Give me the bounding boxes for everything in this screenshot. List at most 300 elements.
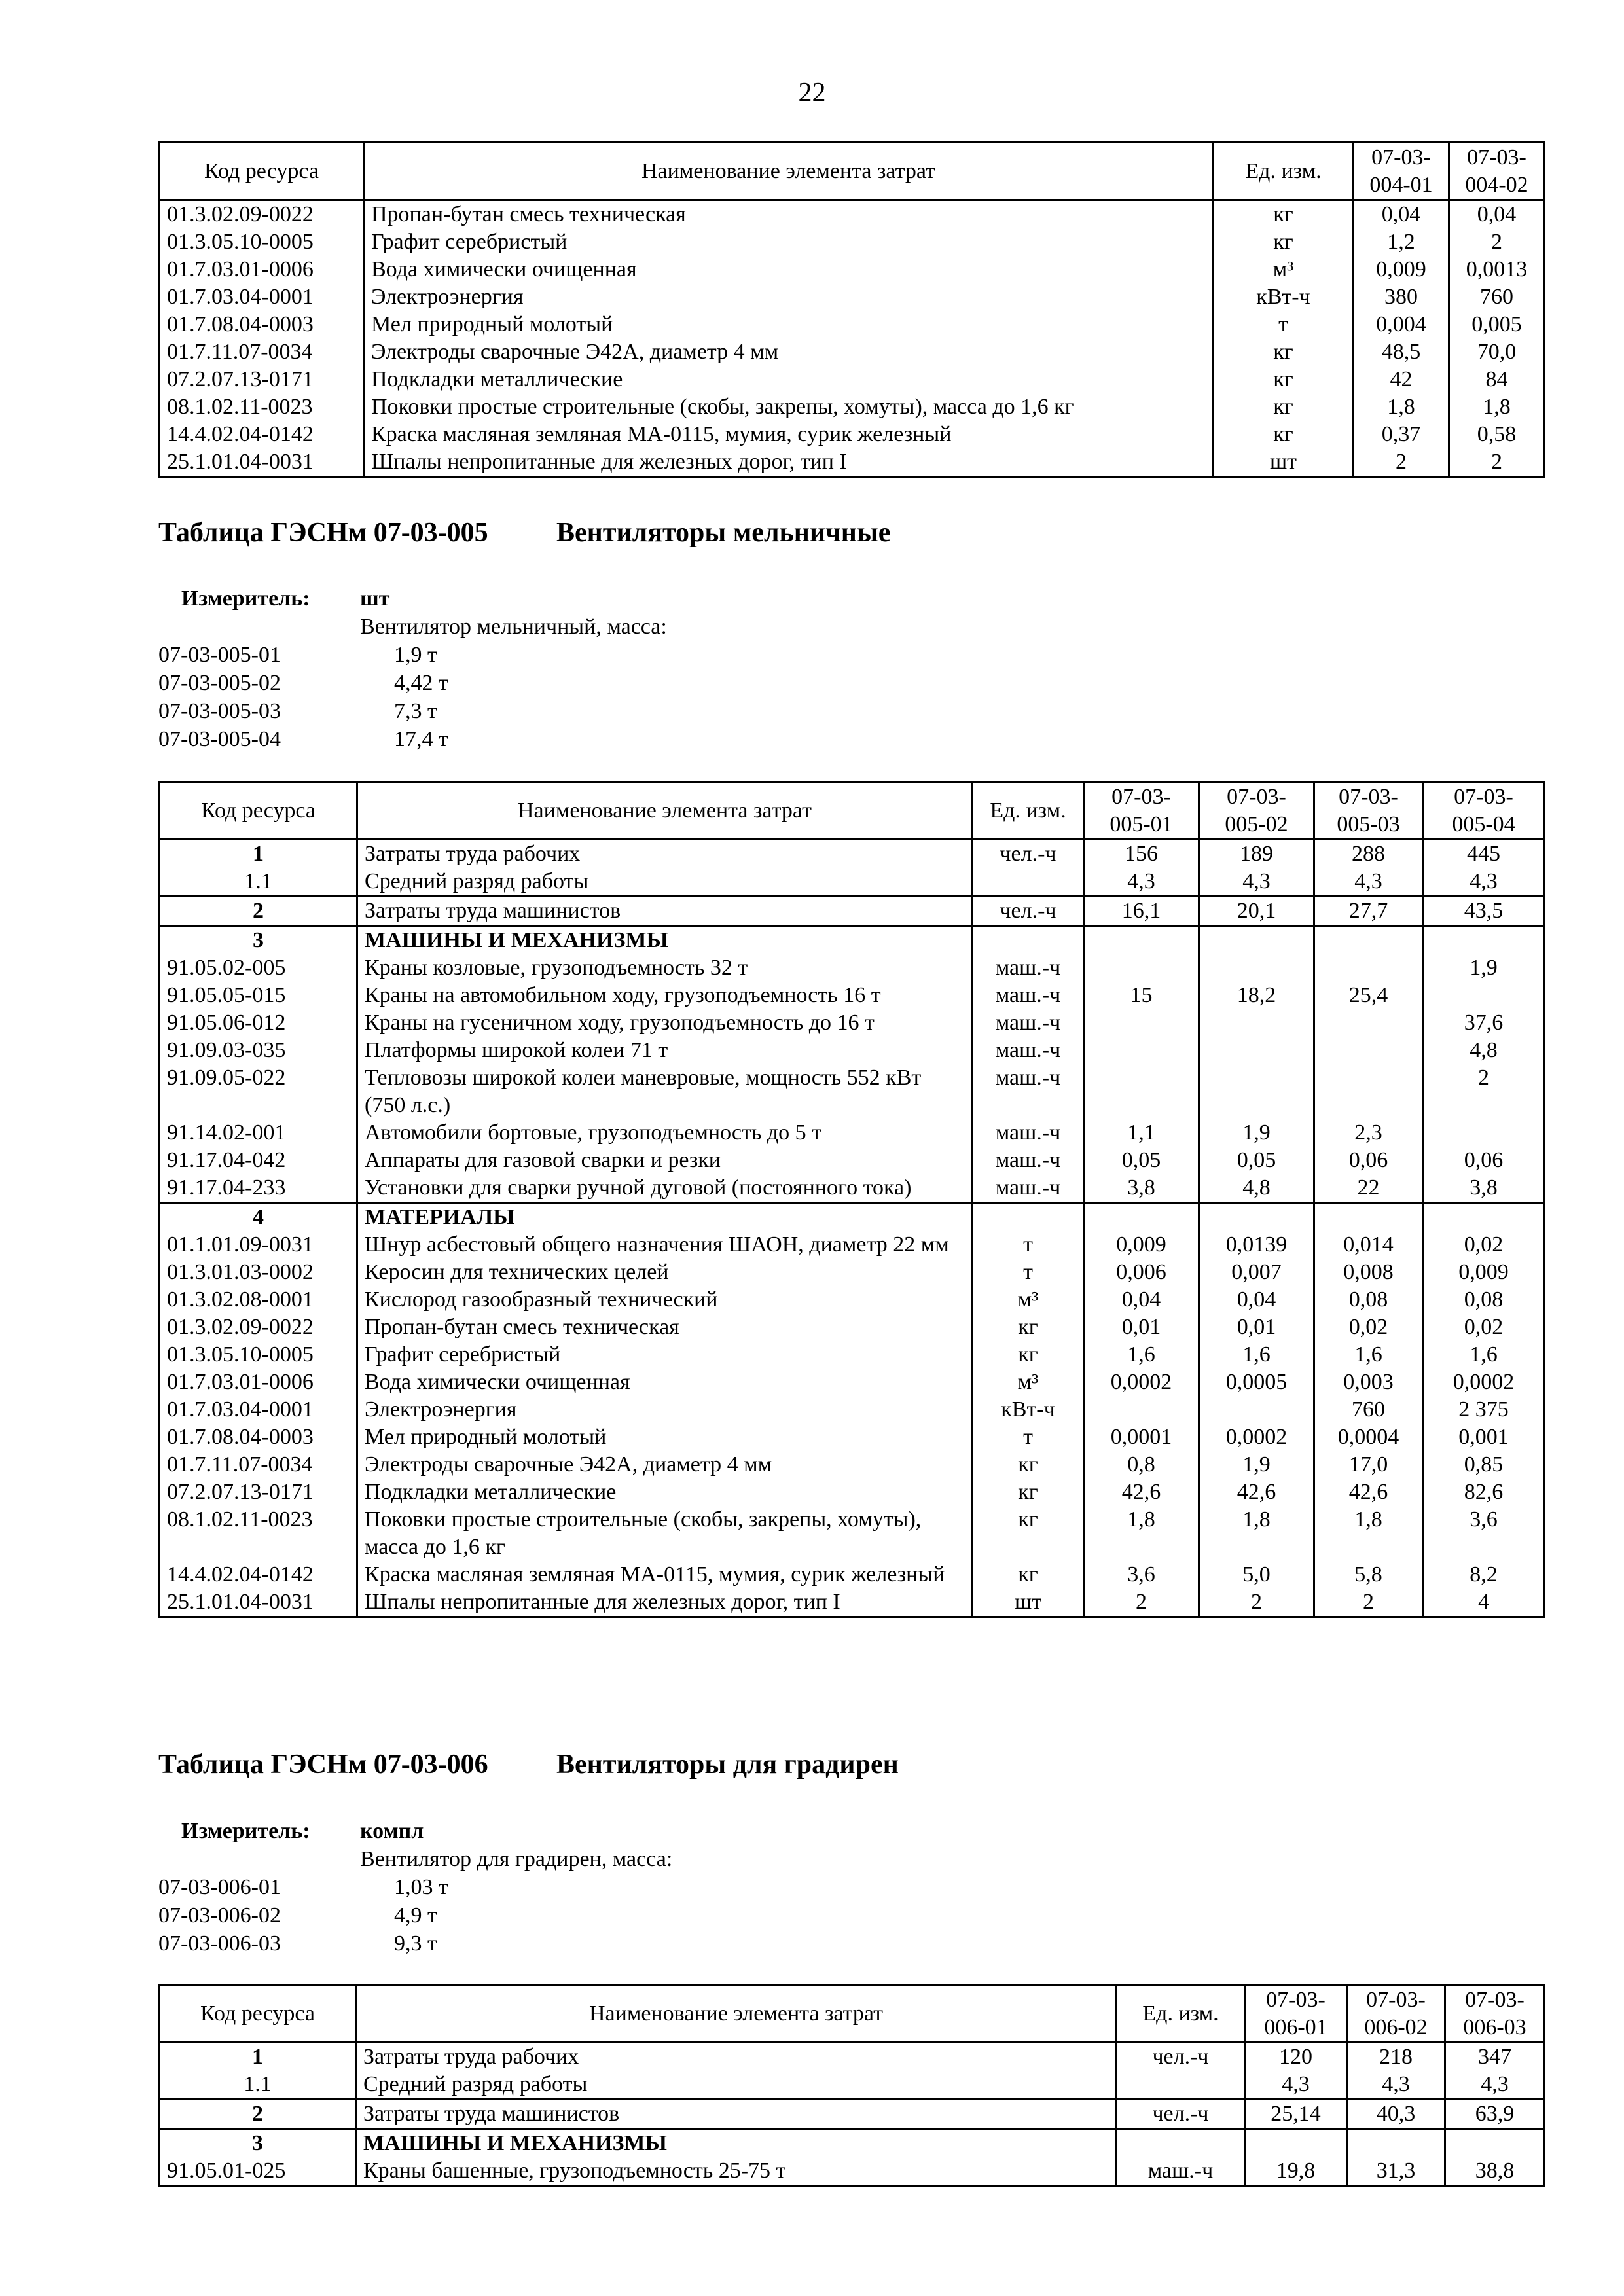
table-row — [160, 1259, 1545, 1286]
resource-code-cell: 01.7.11.07-0034 — [160, 338, 364, 366]
resource-code-cell: 01.3.05.10-0005 — [160, 228, 364, 256]
value-cell: 22 — [1314, 1174, 1423, 1203]
cost-element-name-cell: Платформы широкой колеи 71 т — [357, 1037, 973, 1064]
header-cost-element-name: Наименование элемента затрат — [357, 782, 973, 840]
resource-table-07-03-005 — [158, 781, 1545, 1618]
value-cell: 0,02 — [1423, 1314, 1545, 1341]
value-cell: 2,3 — [1314, 1119, 1423, 1147]
value-cell: 2 — [1199, 1588, 1314, 1617]
unit-cell: кг — [1214, 393, 1354, 421]
item-code: 07-03-005-01 — [158, 643, 281, 667]
value-cell: 5,0 — [1199, 1561, 1314, 1588]
value-cell: 0,02 — [1314, 1314, 1423, 1341]
value-cell: 0,02 — [1423, 1231, 1545, 1259]
table-row — [160, 1561, 1545, 1588]
value-cell: 84 — [1449, 366, 1545, 393]
value-cell: 4,3 — [1199, 868, 1314, 897]
value-cell: 0,001 — [1423, 1424, 1545, 1451]
header-cost-element-name: Наименование элемента затрат — [356, 1985, 1117, 2043]
value-cell: 0,008 — [1314, 1259, 1423, 1286]
table-row — [160, 1424, 1545, 1451]
cost-element-name-cell: МАШИНЫ И МЕХАНИЗМЫ — [357, 926, 973, 955]
value-cell: 0,01 — [1199, 1314, 1314, 1341]
unit-cell: кВт-ч — [973, 1396, 1084, 1424]
cost-element-name-cell: Затраты труда рабочих — [356, 2043, 1117, 2072]
unit-cell: маш.-ч — [973, 1064, 1084, 1119]
unit-cell: т — [973, 1259, 1084, 1286]
table-row — [160, 2100, 1545, 2129]
cost-element-name-cell: Затраты труда рабочих — [357, 840, 973, 869]
cost-element-name-cell: Затраты труда машинистов — [356, 2100, 1117, 2129]
resource-code-cell: 07.2.07.13-0171 — [160, 366, 364, 393]
value-cell: 1,9 — [1199, 1119, 1314, 1147]
unit-cell — [973, 1203, 1084, 1232]
value-cell: 0,006 — [1084, 1259, 1199, 1286]
table-row — [160, 311, 1545, 338]
table-body — [160, 2043, 1545, 2186]
resource-code-cell: 1 — [160, 840, 357, 869]
cost-element-name-cell: Краны на автомобильном ходу, грузоподъемность 16 т — [357, 982, 973, 1009]
value-cell: 25,14 — [1245, 2100, 1347, 2129]
value-cell — [1445, 2129, 1545, 2158]
cost-element-name-cell: Краны козловые, грузоподъемность 32 т — [357, 954, 973, 982]
resource-code-cell: 91.05.05-015 — [160, 982, 357, 1009]
resource-code-cell: 01.3.02.08-0001 — [160, 1286, 357, 1314]
table-row — [160, 1369, 1545, 1396]
table-row — [160, 2129, 1545, 2158]
cost-element-name-cell: Краска масляная земляная МА-0115, мумия, сурик железный — [357, 1561, 973, 1588]
value-cell — [1084, 1037, 1199, 1064]
value-cell: 760 — [1449, 283, 1545, 311]
resource-code-cell: 01.7.03.04-0001 — [160, 1396, 357, 1424]
value-cell: 4,3 — [1347, 2071, 1445, 2100]
table-row — [160, 1231, 1545, 1259]
cost-element-name-cell: Керосин для технических целей — [357, 1259, 973, 1286]
value-cell: 25,4 — [1314, 982, 1423, 1009]
value-cell: 0,01 — [1084, 1314, 1199, 1341]
unit-cell: маш.-ч — [973, 982, 1084, 1009]
value-cell — [1084, 926, 1199, 955]
value-cell: 0,0013 — [1449, 256, 1545, 283]
resource-code-cell: 01.3.01.03-0002 — [160, 1259, 357, 1286]
item-value: 9,3 т — [394, 1931, 437, 1956]
unit-cell: т — [973, 1231, 1084, 1259]
header-unit: Ед. изм. — [973, 782, 1084, 840]
unit-cell: маш.-ч — [1117, 2157, 1245, 2186]
value-cell — [1199, 1037, 1314, 1064]
value-cell: 4 — [1423, 1588, 1545, 1617]
value-cell — [1199, 1009, 1314, 1037]
unit-cell: маш.-ч — [973, 1009, 1084, 1037]
unit-cell: кг — [973, 1314, 1084, 1341]
value-cell: 16,1 — [1084, 897, 1199, 926]
unit-cell: чел.-ч — [1117, 2100, 1245, 2129]
cost-element-name-cell: Краны башенные, грузоподъемность 25-75 т — [356, 2157, 1117, 2186]
value-cell: 40,3 — [1347, 2100, 1445, 2129]
value-cell: 1,6 — [1423, 1341, 1545, 1369]
header-norm-07-03-004-01: 07-03- 004-01 — [1354, 143, 1449, 200]
unit-cell — [973, 868, 1084, 897]
resource-code-cell: 91.17.04-042 — [160, 1147, 357, 1174]
value-cell: 347 — [1445, 2043, 1545, 2072]
value-cell: 8,2 — [1423, 1561, 1545, 1588]
value-cell: 20,1 — [1199, 897, 1314, 926]
value-cell: 0,003 — [1314, 1369, 1423, 1396]
value-cell — [1199, 1396, 1314, 1424]
table-row — [160, 2071, 1545, 2100]
value-cell: 1,2 — [1354, 228, 1449, 256]
resource-code-cell: 25.1.01.04-0031 — [160, 448, 364, 477]
cost-element-name-cell: Пропан-бутан смесь техническая — [357, 1314, 973, 1341]
resource-code-cell: 1 — [160, 2043, 356, 2072]
unit-cell: кг — [973, 1479, 1084, 1506]
value-cell: 1,8 — [1354, 393, 1449, 421]
value-cell: 0,06 — [1423, 1147, 1545, 1174]
value-cell — [1199, 926, 1314, 955]
value-cell — [1314, 1037, 1423, 1064]
section-title-07-03-005 — [158, 517, 891, 548]
table-row — [160, 283, 1545, 311]
value-cell: 0,04 — [1354, 200, 1449, 229]
value-cell: 1,6 — [1084, 1341, 1199, 1369]
unit-cell: кВт-ч — [1214, 283, 1354, 311]
resource-table-07-03-004 — [158, 141, 1545, 478]
value-cell: 31,3 — [1347, 2157, 1445, 2186]
cost-element-name-cell: Мел природный молотый — [357, 1424, 973, 1451]
value-cell: 0,0139 — [1199, 1231, 1314, 1259]
unit-cell: кг — [1214, 366, 1354, 393]
value-cell: 1,8 — [1199, 1506, 1314, 1561]
value-cell: 3,8 — [1423, 1174, 1545, 1203]
table-name: Вентиляторы для градирен — [556, 1749, 899, 1780]
item-value: 7,3 т — [394, 699, 437, 723]
value-cell: 5,8 — [1314, 1561, 1423, 1588]
table-row — [160, 1009, 1545, 1037]
value-cell: 43,5 — [1423, 897, 1545, 926]
table-body — [160, 200, 1545, 477]
item-value: 1,9 т — [394, 643, 437, 667]
value-cell: 0,009 — [1084, 1231, 1199, 1259]
header-resource-code: Код ресурса — [160, 143, 364, 200]
resource-code-cell: 91.09.05-022 — [160, 1064, 357, 1119]
table-row — [160, 1479, 1545, 1506]
cost-element-name-cell: МАШИНЫ И МЕХАНИЗМЫ — [356, 2129, 1117, 2158]
item-code: 07-03-006-02 — [158, 1903, 281, 1928]
value-cell: 0,58 — [1449, 421, 1545, 448]
cost-element-name-cell: Графит серебристый — [357, 1341, 973, 1369]
table-row — [160, 2157, 1545, 2186]
value-cell: 760 — [1314, 1396, 1423, 1424]
value-cell: 4,8 — [1199, 1174, 1314, 1203]
value-cell: 1,1 — [1084, 1119, 1199, 1147]
table-row — [160, 256, 1545, 283]
unit-cell: кг — [1214, 421, 1354, 448]
item-value: 4,9 т — [394, 1903, 437, 1928]
table-row — [160, 1064, 1545, 1119]
resource-code-cell: 14.4.02.04-0142 — [160, 1561, 357, 1588]
value-cell: 38,8 — [1445, 2157, 1545, 2186]
resource-code-cell: 07.2.07.13-0171 — [160, 1479, 357, 1506]
resource-code-cell: 91.05.06-012 — [160, 1009, 357, 1037]
cost-element-name-cell: Шпалы непропитанные для железных дорог, тип I — [357, 1588, 973, 1617]
table-name: Вентиляторы мельничные — [556, 518, 891, 548]
value-cell — [1423, 1119, 1545, 1147]
table-row — [160, 1396, 1545, 1424]
table-row — [160, 2043, 1545, 2072]
cost-element-name-cell: Затраты труда машинистов — [357, 897, 973, 926]
page-number: 22 — [798, 78, 826, 108]
cost-element-name-cell: Поковки простые строительные (скобы, закрепы, хомуты), масса до 1,6 кг — [364, 393, 1214, 421]
value-cell: 3,6 — [1084, 1561, 1199, 1588]
value-cell: 189 — [1199, 840, 1314, 869]
cost-element-name-cell: Вода химически очищенная — [364, 256, 1214, 283]
value-cell: 4,3 — [1314, 868, 1423, 897]
value-cell: 1,6 — [1314, 1341, 1423, 1369]
value-cell: 380 — [1354, 283, 1449, 311]
resource-code-cell: 2 — [160, 897, 357, 926]
unit-cell: кг — [973, 1341, 1084, 1369]
value-cell: 0,85 — [1423, 1451, 1545, 1479]
table-row — [160, 448, 1545, 477]
value-cell: 1,8 — [1084, 1506, 1199, 1561]
header-unit: Ед. изм. — [1117, 1985, 1245, 2043]
value-cell: 2 — [1314, 1588, 1423, 1617]
value-cell: 63,9 — [1445, 2100, 1545, 2129]
value-cell: 15 — [1084, 982, 1199, 1009]
value-cell: 82,6 — [1423, 1479, 1545, 1506]
value-cell: 37,6 — [1423, 1009, 1545, 1037]
value-cell: 0,0004 — [1314, 1424, 1423, 1451]
value-cell: 1,8 — [1314, 1506, 1423, 1561]
value-cell: 4,8 — [1423, 1037, 1545, 1064]
measure-label: Измеритель: — [181, 586, 310, 611]
value-cell: 0,005 — [1449, 311, 1545, 338]
unit-cell: м³ — [973, 1369, 1084, 1396]
resource-code-cell: 01.7.03.04-0001 — [160, 283, 364, 311]
unit-cell: м³ — [973, 1286, 1084, 1314]
cost-element-name-cell: Электроэнергия — [364, 283, 1214, 311]
value-cell: 2 — [1423, 1064, 1545, 1119]
cost-element-name-cell: Подкладки металлические — [364, 366, 1214, 393]
value-cell: 120 — [1245, 2043, 1347, 2072]
value-cell: 18,2 — [1199, 982, 1314, 1009]
value-cell: 0,0002 — [1423, 1369, 1545, 1396]
value-cell: 2 375 — [1423, 1396, 1545, 1424]
value-cell: 42,6 — [1084, 1479, 1199, 1506]
cost-element-name-cell: МАТЕРИАЛЫ — [357, 1203, 973, 1232]
resource-code-cell: 01.7.08.04-0003 — [160, 1424, 357, 1451]
item-code: 07-03-006-01 — [158, 1875, 281, 1899]
value-cell: 42,6 — [1199, 1479, 1314, 1506]
resource-code-cell: 4 — [160, 1203, 357, 1232]
table-row — [160, 1174, 1545, 1203]
header-norm-07-03-005-02: 07-03- 005-02 — [1199, 782, 1314, 840]
resource-code-cell: 91.05.01-025 — [160, 2157, 356, 2186]
value-cell: 42 — [1354, 366, 1449, 393]
value-cell: 1,9 — [1423, 954, 1545, 982]
item-code: 07-03-006-03 — [158, 1931, 281, 1956]
value-cell: 0,08 — [1423, 1286, 1545, 1314]
value-cell: 3,8 — [1084, 1174, 1199, 1203]
item-value: 17,4 т — [394, 727, 448, 751]
value-cell — [1423, 982, 1545, 1009]
table-row — [160, 1203, 1545, 1232]
cost-element-name-cell: Электроэнергия — [357, 1396, 973, 1424]
resource-code-cell: 2 — [160, 2100, 356, 2129]
table-row — [160, 1341, 1545, 1369]
cost-element-name-cell: Краны на гусеничном ходу, грузоподъемность до 16 т — [357, 1009, 973, 1037]
value-cell — [1314, 1203, 1423, 1232]
value-cell: 218 — [1347, 2043, 1445, 2072]
value-cell — [1199, 1064, 1314, 1119]
resource-code-cell: 08.1.02.11-0023 — [160, 393, 364, 421]
cost-element-name-cell: Установки для сварки ручной дуговой (постоянного тока) — [357, 1174, 973, 1203]
value-cell: 2 — [1354, 448, 1449, 477]
unit-cell — [1117, 2129, 1245, 2158]
unit-cell: шт — [1214, 448, 1354, 477]
resource-code-cell: 01.7.03.01-0006 — [160, 256, 364, 283]
measure-description: Вентилятор мельничный, масса: — [360, 615, 667, 639]
table-row — [160, 840, 1545, 869]
resource-code-cell: 08.1.02.11-0023 — [160, 1506, 357, 1561]
resource-code-cell: 91.17.04-233 — [160, 1174, 357, 1203]
value-cell — [1199, 954, 1314, 982]
resource-code-cell: 01.3.02.09-0022 — [160, 1314, 357, 1341]
value-cell: 0,009 — [1423, 1259, 1545, 1286]
cost-element-name-cell: Средний разряд работы — [356, 2071, 1117, 2100]
resource-code-cell: 25.1.01.04-0031 — [160, 1588, 357, 1617]
value-cell: 1,9 — [1199, 1451, 1314, 1479]
table-row — [160, 366, 1545, 393]
header-resource-code: Код ресурса — [160, 1985, 356, 2043]
item-code: 07-03-005-02 — [158, 671, 281, 695]
cost-element-name-cell: Краска масляная земляная МА-0115, мумия, сурик железный — [364, 421, 1214, 448]
value-cell: 27,7 — [1314, 897, 1423, 926]
unit-cell: маш.-ч — [973, 1174, 1084, 1203]
item-code: 07-03-005-04 — [158, 727, 281, 751]
unit-cell: кг — [973, 1451, 1084, 1479]
unit-cell: кг — [1214, 338, 1354, 366]
value-cell — [1314, 1064, 1423, 1119]
cost-element-name-cell: Шнур асбестовый общего назначения ШАОН, диаметр 22 мм — [357, 1231, 973, 1259]
unit-cell: шт — [973, 1588, 1084, 1617]
table-row — [160, 421, 1545, 448]
resource-code-cell: 91.14.02-001 — [160, 1119, 357, 1147]
value-cell — [1314, 926, 1423, 955]
header-norm-07-03-005-03: 07-03- 005-03 — [1314, 782, 1423, 840]
value-cell: 2 — [1449, 448, 1545, 477]
cost-element-name-cell: Графит серебристый — [364, 228, 1214, 256]
table-row — [160, 1506, 1545, 1561]
unit-cell — [973, 926, 1084, 955]
table-row — [160, 954, 1545, 982]
header-norm-07-03-006-02: 07-03- 006-02 — [1347, 1985, 1445, 2043]
value-cell — [1199, 1203, 1314, 1232]
unit-cell: кг — [1214, 228, 1354, 256]
measure-block-07-03-006 — [158, 1817, 813, 1961]
cost-element-name-cell: Поковки простые строительные (скобы, закрепы, хомуты), масса до 1,6 кг — [357, 1506, 973, 1561]
value-cell — [1347, 2129, 1445, 2158]
value-cell: 4,3 — [1445, 2071, 1545, 2100]
value-cell: 48,5 — [1354, 338, 1449, 366]
resource-code-cell: 1.1 — [160, 868, 357, 897]
value-cell: 1,8 — [1449, 393, 1545, 421]
value-cell: 0,0002 — [1199, 1424, 1314, 1451]
unit-cell: м³ — [1214, 256, 1354, 283]
unit-cell: маш.-ч — [973, 1147, 1084, 1174]
header-unit: Ед. изм. — [1214, 143, 1354, 200]
unit-cell: т — [973, 1424, 1084, 1451]
value-cell: 42,6 — [1314, 1479, 1423, 1506]
section-title-07-03-006 — [158, 1749, 899, 1780]
value-cell: 0,0002 — [1084, 1369, 1199, 1396]
table-row — [160, 228, 1545, 256]
cost-element-name-cell: Мел природный молотый — [364, 311, 1214, 338]
table-row — [160, 338, 1545, 366]
measure-block-07-03-005 — [158, 584, 813, 755]
cost-element-name-cell: Средний разряд работы — [357, 868, 973, 897]
measure-label: Измеритель: — [181, 1819, 310, 1843]
value-cell: 2 — [1084, 1588, 1199, 1617]
header-resource-code: Код ресурса — [160, 782, 357, 840]
resource-code-cell: 01.3.02.09-0022 — [160, 200, 364, 229]
item-code: 07-03-005-03 — [158, 699, 281, 723]
value-cell: 0,009 — [1354, 256, 1449, 283]
value-cell — [1314, 954, 1423, 982]
value-cell: 1,6 — [1199, 1341, 1314, 1369]
value-cell — [1314, 1009, 1423, 1037]
table-row — [160, 1147, 1545, 1174]
unit-cell: чел.-ч — [973, 840, 1084, 869]
value-cell: 19,8 — [1245, 2157, 1347, 2186]
resource-table-07-03-006 — [158, 1984, 1545, 2187]
table-label: Таблица ГЭСНм 07-03-005 — [158, 518, 488, 548]
header-norm-07-03-004-02: 07-03- 004-02 — [1449, 143, 1545, 200]
value-cell: 3,6 — [1423, 1506, 1545, 1561]
resource-code-cell: 91.09.03-035 — [160, 1037, 357, 1064]
unit-cell: кг — [973, 1506, 1084, 1561]
value-cell: 0,04 — [1449, 200, 1545, 229]
value-cell: 0,08 — [1314, 1286, 1423, 1314]
unit-cell: чел.-ч — [1117, 2043, 1245, 2072]
cost-element-name-cell: Электроды сварочные Э42А, диаметр 4 мм — [357, 1451, 973, 1479]
header-cost-element-name: Наименование элемента затрат — [364, 143, 1214, 200]
measure-unit: шт — [360, 586, 390, 611]
header-norm-07-03-006-03: 07-03- 006-03 — [1445, 1985, 1545, 2043]
table-row — [160, 393, 1545, 421]
item-value: 4,42 т — [394, 671, 448, 695]
item-value: 1,03 т — [394, 1875, 448, 1899]
table-row — [160, 1451, 1545, 1479]
table-row — [160, 200, 1545, 229]
resource-code-cell: 3 — [160, 926, 357, 955]
value-cell: 0,007 — [1199, 1259, 1314, 1286]
value-cell — [1084, 954, 1199, 982]
value-cell: 0,05 — [1199, 1147, 1314, 1174]
value-cell: 70,0 — [1449, 338, 1545, 366]
value-cell — [1084, 1009, 1199, 1037]
value-cell: 0,37 — [1354, 421, 1449, 448]
resource-code-cell: 01.7.03.01-0006 — [160, 1369, 357, 1396]
value-cell: 17,0 — [1314, 1451, 1423, 1479]
unit-cell: маш.-ч — [973, 1037, 1084, 1064]
measure-description: Вентилятор для градирен, масса: — [360, 1847, 673, 1871]
cost-element-name-cell: Аппараты для газовой сварки и резки — [357, 1147, 973, 1174]
table-row — [160, 982, 1545, 1009]
table-row — [160, 1037, 1545, 1064]
unit-cell — [1117, 2071, 1245, 2100]
table-row — [160, 1286, 1545, 1314]
